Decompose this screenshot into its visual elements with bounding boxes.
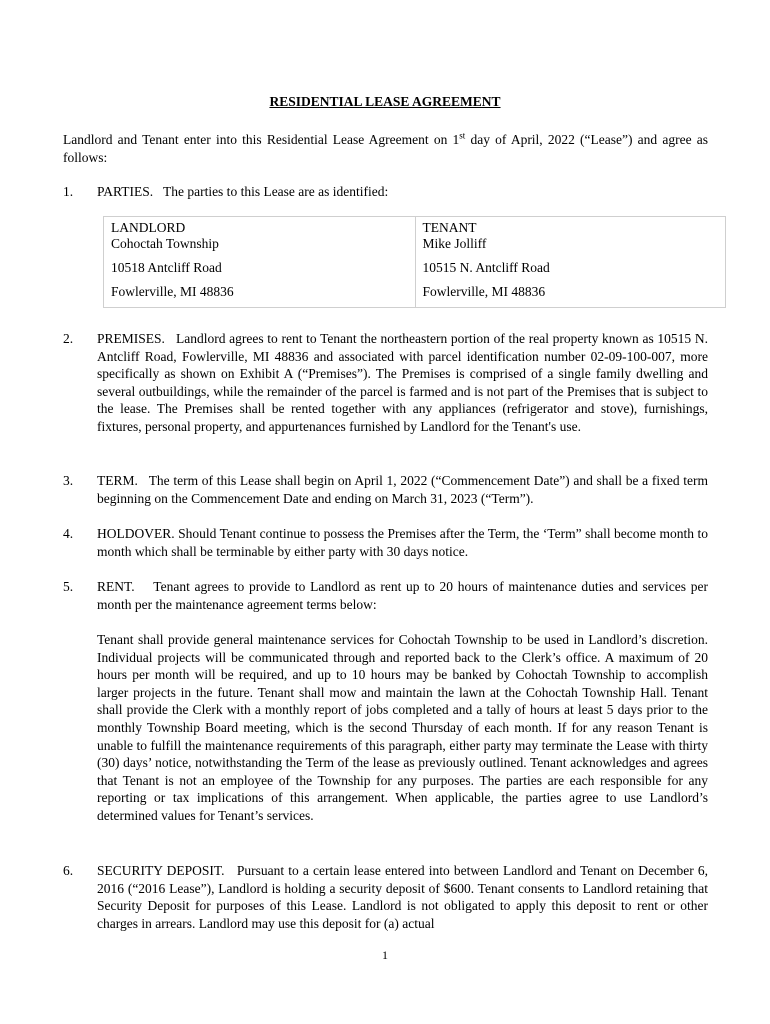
section-premises: [63, 330, 708, 436]
section-text: HOLDOVER. Should Tenant continue to possess the Premises after the Term, the ‘Term” shall become month to month which shall be terminable by either party with 30 days notice.: [97, 526, 708, 559]
landlord-city: Fowlerville, MI 48836: [111, 284, 234, 299]
section-holdover: [63, 525, 708, 560]
section-text: RENT. Tenant agrees to provide to Landlord as rent up to 20 hours of maintenance duties and services per month per the maintenance agreement terms below:: [97, 579, 708, 612]
section-text: SECURITY DEPOSIT. Pursuant to a certain lease entered into between Landlord and Tenant on December 6, 2016 (“2016 Lease”), Landlord is holding a security deposit of $600. Tenant consents to Landlord retaining that Security Deposit for purposes of this Lease. Landlord is not obligated to apply this deposit to rent or other charges in arrears. Landlord may use this deposit for (a) actual: [97, 863, 708, 931]
section-text: PREMISES. Landlord agrees to rent to Tenant the northeastern portion of the real property known as 10515 N. Antcliff Road, Fowlerville, MI 48836 and associated with parcel identification number 02-09-100-007, more specifically as shown on Exhibit A (“Premises”). The Premises is comprised of a single family dwelling and several outbuildings, while the remainder of the parcel is farmed and is not part of the Premises that is subject to the lease. The Premises shall be rented together with any appliances (refrigerator and stove), furnishings, fixtures, personal property, and appurtenances furnished by Landlord for the Tenant's use.: [97, 331, 708, 434]
section-text: PARTIES. The parties to this Lease are as identified:: [97, 184, 389, 199]
intro-text-b: day of April, 2022 (“Lease”) and agree as follows:: [63, 132, 708, 165]
landlord-address: 10518 Antcliff Road: [111, 260, 222, 275]
section-number: 4.: [63, 526, 74, 541]
section-security-deposit: [63, 862, 708, 932]
section-parties: [63, 183, 708, 201]
section-text: TERM. The term of this Lease shall begin on April 1, 2022 (“Commencement Date”) and shall be a fixed term beginning on the Commencement Date and ending on March 31, 2023 (“Term”).: [97, 473, 708, 506]
page-number: 1: [382, 948, 388, 962]
section-number: 6.: [63, 863, 74, 878]
intro-text-a: Landlord and Tenant enter into this Residential Lease Agreement on 1: [63, 132, 460, 147]
intro-paragraph: [63, 131, 708, 166]
section-number: 5.: [63, 579, 74, 594]
section-number: 2.: [63, 331, 74, 346]
section-number: 3.: [63, 473, 74, 488]
landlord-name: Cohoctah Township: [111, 236, 219, 251]
landlord-heading: LANDLORD: [111, 220, 186, 235]
rent-detail-paragraph: Tenant shall provide general maintenance services for Cohoctah Township to be used in Landlord’s discretion. Individual projects will be communicated through and reported back to the Clerk’s office. A maximum of 20 hours per month will be required, and up to 10 hours may be banked by Cohoctah Township to accomplish larger projects in the future. Tenant shall mow and maintain the lawn at the Cohoctah Township Hall. Tenant shall provide the Clerk with a monthly report of jobs completed and a tally of hours at least 5 days prior to the monthly Township Board meeting, which is the second Thursday of each month. If for any reason Tenant is unable to fulfill the maintenance requirements of this paragraph, either party may terminate the Lease with thirty (30) days’ notice, notwithstanding the Term of the lease as previously outlined. Tenant acknowledges and agrees that Tenant is not an employee of the Township for any purposes. The parties are each responsible for any reporting or tax implications of this arrangement. When applicable, the parties agree to use Landlord’s determined values for Tenant’s services.: [97, 632, 708, 823]
tenant-name: Mike Jolliff: [422, 236, 487, 251]
intro-superscript: st: [459, 130, 466, 141]
tenant-column: [415, 217, 726, 307]
tenant-heading: TENANT: [422, 220, 477, 235]
parties-table: [103, 216, 726, 308]
document-title: RESIDENTIAL LEASE AGREEMENT: [269, 94, 501, 109]
tenant-city: Fowlerville, MI 48836: [422, 284, 546, 299]
landlord-column: [104, 217, 415, 307]
section-term: [63, 472, 708, 507]
section-rent: [63, 578, 708, 613]
tenant-address: 10515 N. Antcliff Road: [422, 260, 550, 275]
section-number: 1.: [63, 184, 74, 199]
